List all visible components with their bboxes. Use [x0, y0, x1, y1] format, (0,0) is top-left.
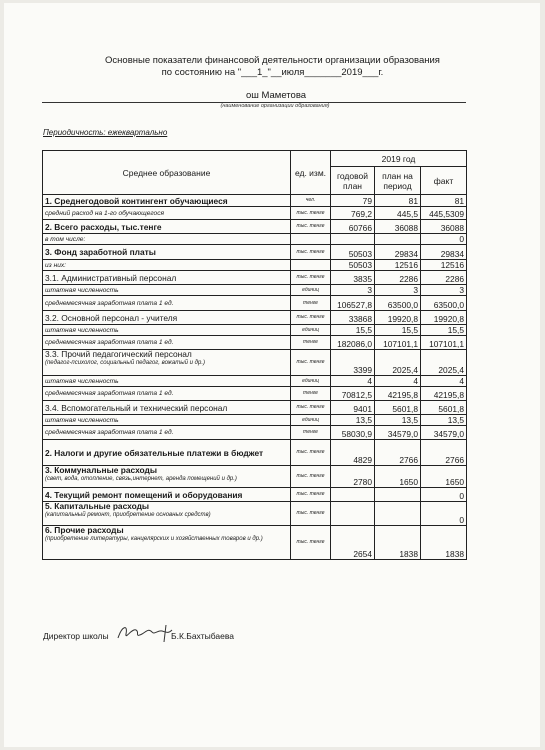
header-year: 2019 год — [331, 151, 467, 167]
row-label — [43, 440, 291, 466]
row-unit: тыс. тенге — [291, 401, 331, 415]
row-fact-value: 2025,4 — [421, 350, 467, 376]
row-fact-value: 12516 — [421, 260, 467, 271]
row-fact-value: 63500,0 — [421, 296, 467, 311]
row-period-value: 3 — [375, 285, 421, 296]
row-label-text: 3.4. Вспомогательный и технический персонал — [45, 402, 228, 413]
row-fact-value: 81 — [421, 195, 467, 207]
row-period-value: 29834 — [375, 245, 421, 260]
row-plan-value: 50503 — [331, 260, 375, 271]
row-plan-value: 182086,0 — [331, 336, 375, 350]
row-label — [43, 466, 291, 488]
row-label — [43, 296, 291, 311]
director-label: Директор школы — [43, 631, 109, 641]
table-row — [43, 350, 467, 376]
row-label-text: 3.2. Основной персонал - учителя — [45, 312, 178, 323]
row-fact-value: 0 — [421, 502, 467, 526]
row-label-text: штатная численность — [45, 286, 119, 294]
row-period-value: 2286 — [375, 271, 421, 285]
row-period-value: 13,5 — [375, 415, 421, 426]
row-period-value: 36088 — [375, 220, 421, 234]
row-label — [43, 260, 291, 271]
row-label — [43, 234, 291, 245]
row-period-value: 2766 — [375, 440, 421, 466]
row-unit: единиц — [291, 415, 331, 426]
row-unit: тыс. тенге — [291, 220, 331, 234]
row-period-value: 63500,0 — [375, 296, 421, 311]
row-unit: тыс. тенге — [291, 466, 331, 488]
row-label-text: 2. Всего расходы, тыс.тенге — [45, 221, 162, 232]
row-plan-value — [331, 488, 375, 502]
table-row — [43, 271, 467, 285]
row-label-text: среднемесячная заработная плата 1 ед. — [45, 339, 174, 346]
row-label-note: (педагог-психолог, социальный педагог, вожатый и др.) — [45, 360, 205, 366]
row-fact-value: 5601,8 — [421, 401, 467, 415]
row-period-value: 2025,4 — [375, 350, 421, 376]
row-fact-value: 19920,8 — [421, 311, 467, 325]
row-label-text: в том числе: — [45, 235, 86, 243]
row-fact-value: 4 — [421, 376, 467, 387]
row-label — [43, 526, 291, 560]
row-period-value: 34579,0 — [375, 426, 421, 440]
row-unit: тыс. тенге — [291, 311, 331, 325]
row-plan-value: 3399 — [331, 350, 375, 376]
row-plan-value: 79 — [331, 195, 375, 207]
row-plan-value: 4 — [331, 376, 375, 387]
row-plan-value: 769,2 — [331, 207, 375, 220]
row-fact-value: 1650 — [421, 466, 467, 488]
row-label-text: 4. Текущий ремонт помещений и оборудования — [45, 489, 243, 500]
row-label — [43, 325, 291, 336]
table-row — [43, 207, 467, 220]
row-label — [43, 488, 291, 502]
table-row — [43, 488, 467, 502]
row-fact-value: 42195,8 — [421, 387, 467, 401]
row-label — [43, 350, 291, 376]
row-plan-value — [331, 502, 375, 526]
row-plan-value: 3 — [331, 285, 375, 296]
header-plan: годовой план — [331, 167, 375, 195]
row-plan-value: 15,5 — [331, 325, 375, 336]
row-fact-value: 0 — [421, 488, 467, 502]
row-plan-value: 50503 — [331, 245, 375, 260]
table-row — [43, 387, 467, 401]
table-row — [43, 426, 467, 440]
periodicity-label: Периодичность: ежеквартально — [43, 128, 168, 137]
row-unit: тенге — [291, 336, 331, 350]
row-unit: тыс. тенге — [291, 350, 331, 376]
row-fact-value: 2286 — [421, 271, 467, 285]
row-label — [43, 271, 291, 285]
table-row — [43, 311, 467, 325]
row-plan-value: 13,5 — [331, 415, 375, 426]
row-label-text: 3. Фонд заработной платы — [45, 247, 156, 257]
row-label-text: 2. Налоги и другие обязательные платежи в бюджет — [45, 447, 264, 458]
row-period-value — [375, 488, 421, 502]
row-unit: тыс. тенге — [291, 502, 331, 526]
row-label — [43, 311, 291, 325]
row-label-note: (свет, вода, отопление, связь,интернет, аренда помещений и др.) — [45, 476, 237, 482]
row-unit — [291, 260, 331, 271]
row-plan-value: 70812,5 — [331, 387, 375, 401]
row-unit: чел. — [291, 195, 331, 207]
row-plan-value: 60766 — [331, 220, 375, 234]
row-fact-value: 36088 — [421, 220, 467, 234]
row-label-text: среднемесячная заработная плата 1 ед. — [45, 429, 174, 436]
row-unit: тенге — [291, 296, 331, 311]
row-fact-value: 1838 — [421, 526, 467, 560]
row-period-value: 5601,8 — [375, 401, 421, 415]
row-period-value — [375, 234, 421, 245]
row-label-text: 3. Коммунальные расходы — [45, 465, 157, 475]
row-label-text: 3.3. Прочий педагогический персонал — [45, 349, 192, 359]
table-body — [43, 195, 467, 560]
doc-title-line1: Основные показатели финансовой деятельности организации образования — [105, 55, 440, 66]
row-fact-value: 445,5309 — [421, 207, 467, 220]
row-label — [43, 220, 291, 234]
row-plan-value: 106527,8 — [331, 296, 375, 311]
row-fact-value: 13,5 — [421, 415, 467, 426]
row-unit: тыс. тенге — [291, 526, 331, 560]
table-row — [43, 401, 467, 415]
row-period-value: 1650 — [375, 466, 421, 488]
doc-title-line2: по состоянию на "___1_"__июля_______2019___г. — [161, 67, 384, 78]
row-fact-value: 3 — [421, 285, 467, 296]
financial-table — [42, 150, 467, 560]
table-row — [43, 336, 467, 350]
organization-name: ош Маметова — [245, 90, 307, 101]
row-label — [43, 401, 291, 415]
row-period-value: 19920,8 — [375, 311, 421, 325]
row-label — [43, 415, 291, 426]
row-label — [43, 336, 291, 350]
row-label-text: среднемесячная заработная плата 1 ед. — [45, 299, 174, 307]
row-label-text: штатная численность — [45, 326, 119, 334]
row-plan-value: 9401 — [331, 401, 375, 415]
organization-caption: (наименование организации образования) — [220, 103, 330, 109]
row-period-value: 12516 — [375, 260, 421, 271]
table-row — [43, 526, 467, 560]
row-label-text: средний расход на 1-го обучающегося — [45, 209, 165, 217]
row-label-text: 6. Прочие расходы — [45, 525, 124, 535]
row-unit: единиц — [291, 325, 331, 336]
row-unit: тенге — [291, 387, 331, 401]
row-period-value: 15,5 — [375, 325, 421, 336]
table-row — [43, 415, 467, 426]
row-unit: единиц — [291, 285, 331, 296]
row-label — [43, 207, 291, 220]
row-unit: единиц — [291, 376, 331, 387]
row-period-value: 445,5 — [375, 207, 421, 220]
row-label — [43, 195, 291, 207]
row-label-text: среднемесячная заработная плата 1 ед. — [45, 390, 174, 397]
row-fact-value: 2766 — [421, 440, 467, 466]
row-fact-value: 107101,1 — [421, 336, 467, 350]
row-period-value — [375, 502, 421, 526]
signature-icon — [116, 622, 174, 644]
table-row — [43, 440, 467, 466]
header-main: Среднее образование — [43, 151, 291, 195]
table-row — [43, 220, 467, 234]
table-row — [43, 285, 467, 296]
row-label — [43, 426, 291, 440]
row-unit: тыс. тенге — [291, 440, 331, 466]
row-plan-value: 58030,9 — [331, 426, 375, 440]
row-period-value: 81 — [375, 195, 421, 207]
header-unit: ед. изм. — [291, 151, 331, 195]
row-label — [43, 502, 291, 526]
row-fact-value: 0 — [421, 234, 467, 245]
row-unit: тыс. тенге — [291, 207, 331, 220]
table-row — [43, 296, 467, 311]
row-label — [43, 376, 291, 387]
table-row — [43, 245, 467, 260]
row-label-text: 3.1. Административный персонал — [45, 272, 177, 283]
row-label-note: (капитальный ремонт, приобретение основных средств) — [45, 512, 211, 518]
row-plan-value: 3835 — [331, 271, 375, 285]
row-fact-value: 34579,0 — [421, 426, 467, 440]
row-label — [43, 387, 291, 401]
table-row — [43, 502, 467, 526]
row-label-text: 5. Капитальные расходы — [45, 501, 150, 511]
header-fact: факт — [421, 167, 467, 195]
row-label-note: (приобретение литературы, канцелярских и хозяйственных товаров и др.) — [45, 536, 263, 542]
header-period-plan: план на период — [375, 167, 421, 195]
row-unit: тыс. тенге — [291, 245, 331, 260]
table-row — [43, 260, 467, 271]
row-plan-value: 33868 — [331, 311, 375, 325]
row-plan-value: 2780 — [331, 466, 375, 488]
row-fact-value: 29834 — [421, 245, 467, 260]
table-row — [43, 376, 467, 387]
row-fact-value: 15,5 — [421, 325, 467, 336]
row-period-value: 1838 — [375, 526, 421, 560]
row-label-text: из них: — [45, 261, 66, 269]
row-unit — [291, 234, 331, 245]
row-unit: тыс. тенге — [291, 488, 331, 502]
director-name: Б.К.Бахтыбаева — [171, 631, 234, 641]
row-label-text: 1. Среднегодовой контингент обучающиеся — [45, 195, 228, 206]
row-plan-value — [331, 234, 375, 245]
table-row — [43, 195, 467, 207]
table-row — [43, 234, 467, 245]
table-row — [43, 466, 467, 488]
row-label — [43, 245, 291, 260]
row-label-text: штатная численность — [45, 416, 119, 424]
row-unit: тенге — [291, 426, 331, 440]
row-period-value: 4 — [375, 376, 421, 387]
row-unit: тыс. тенге — [291, 271, 331, 285]
row-label — [43, 285, 291, 296]
row-period-value: 42195,8 — [375, 387, 421, 401]
row-plan-value: 4829 — [331, 440, 375, 466]
row-plan-value: 2654 — [331, 526, 375, 560]
row-label-text: штатная численность — [45, 377, 119, 385]
row-period-value: 107101,1 — [375, 336, 421, 350]
table-row — [43, 325, 467, 336]
